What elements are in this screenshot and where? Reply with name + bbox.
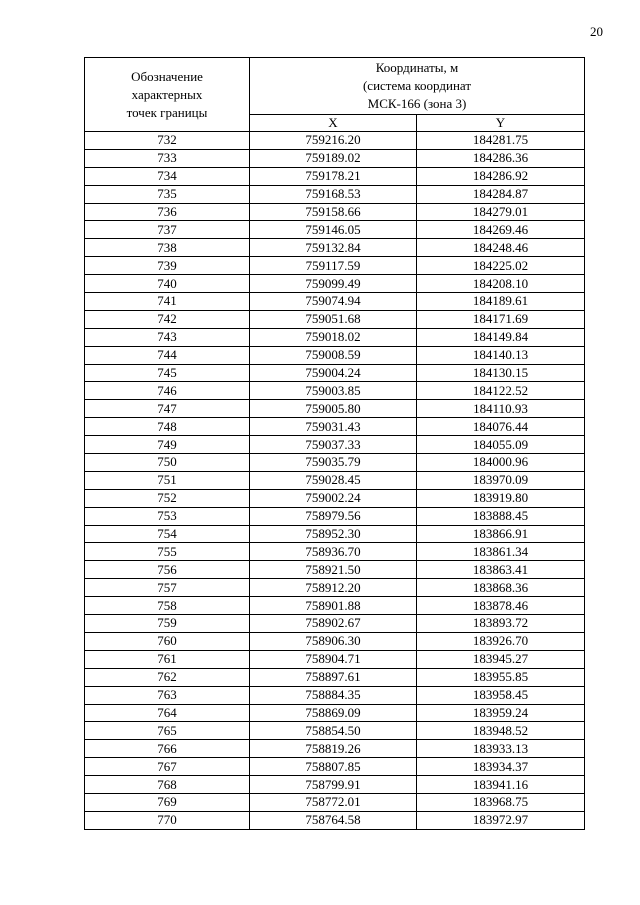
table-row bbox=[85, 310, 585, 328]
x-coordinate-cell: 758869.09 bbox=[250, 704, 417, 722]
y-coordinate-cell: 183919.80 bbox=[417, 489, 585, 507]
table-row bbox=[85, 149, 585, 167]
table-row bbox=[85, 257, 585, 275]
point-number-cell: 737 bbox=[85, 221, 250, 239]
point-number-cell: 752 bbox=[85, 489, 250, 507]
y-coordinate-cell: 183888.45 bbox=[417, 507, 585, 525]
y-coordinate-cell: 183866.91 bbox=[417, 525, 585, 543]
x-coordinate-cell: 758906.30 bbox=[250, 632, 417, 650]
x-coordinate-cell: 759158.66 bbox=[250, 203, 417, 221]
point-number-cell: 741 bbox=[85, 293, 250, 311]
y-coordinate-cell: 184110.93 bbox=[417, 400, 585, 418]
y-coordinate-cell: 183959.24 bbox=[417, 704, 585, 722]
y-coordinate-cell: 183958.45 bbox=[417, 686, 585, 704]
y-coordinate-cell: 184248.46 bbox=[417, 239, 585, 257]
y-coordinate-cell: 183948.52 bbox=[417, 722, 585, 740]
x-coordinate-cell: 759018.02 bbox=[250, 328, 417, 346]
point-number-cell: 742 bbox=[85, 310, 250, 328]
x-coordinate-cell: 759178.21 bbox=[250, 167, 417, 185]
point-number-cell: 749 bbox=[85, 436, 250, 454]
table-row bbox=[85, 686, 585, 704]
x-coordinate-cell: 759051.68 bbox=[250, 310, 417, 328]
point-number-cell: 751 bbox=[85, 471, 250, 489]
y-coordinate-cell: 184171.69 bbox=[417, 310, 585, 328]
point-number-cell: 750 bbox=[85, 454, 250, 472]
x-coordinate-cell: 758912.20 bbox=[250, 579, 417, 597]
point-number-cell: 738 bbox=[85, 239, 250, 257]
table-row bbox=[85, 185, 585, 203]
x-coordinate-cell: 759117.59 bbox=[250, 257, 417, 275]
table-row bbox=[85, 525, 585, 543]
y-coordinate-cell: 184269.46 bbox=[417, 221, 585, 239]
table-row bbox=[85, 203, 585, 221]
point-number-cell: 743 bbox=[85, 328, 250, 346]
x-coordinate-cell: 759037.33 bbox=[250, 436, 417, 454]
y-coordinate-cell: 183955.85 bbox=[417, 668, 585, 686]
y-coordinate-cell: 183878.46 bbox=[417, 597, 585, 615]
table-row bbox=[85, 132, 585, 150]
x-coordinate-cell: 759035.79 bbox=[250, 454, 417, 472]
point-number-cell: 769 bbox=[85, 793, 250, 811]
header-boundary-points bbox=[85, 58, 250, 132]
x-coordinate-cell: 759003.85 bbox=[250, 382, 417, 400]
point-number-cell: 763 bbox=[85, 686, 250, 704]
point-number-cell: 767 bbox=[85, 758, 250, 776]
header-points-line-3: точек границы bbox=[126, 104, 208, 120]
table-row bbox=[85, 275, 585, 293]
table-row bbox=[85, 400, 585, 418]
header-coords-line-1: Координаты, м bbox=[375, 60, 459, 75]
point-number-cell: 740 bbox=[85, 275, 250, 293]
y-coordinate-cell: 183861.34 bbox=[417, 543, 585, 561]
table-row bbox=[85, 740, 585, 758]
point-number-cell: 756 bbox=[85, 561, 250, 579]
point-number-cell: 744 bbox=[85, 346, 250, 364]
x-coordinate-cell: 759028.45 bbox=[250, 471, 417, 489]
x-coordinate-cell: 759008.59 bbox=[250, 346, 417, 364]
point-number-cell: 733 bbox=[85, 149, 250, 167]
y-coordinate-cell: 184284.87 bbox=[417, 185, 585, 203]
table-row bbox=[85, 364, 585, 382]
x-coordinate-cell: 758979.56 bbox=[250, 507, 417, 525]
x-coordinate-cell: 758936.70 bbox=[250, 543, 417, 561]
x-coordinate-cell: 758819.26 bbox=[250, 740, 417, 758]
table-row bbox=[85, 668, 585, 686]
table-row bbox=[85, 489, 585, 507]
x-coordinate-cell: 759146.05 bbox=[250, 221, 417, 239]
y-coordinate-cell: 184208.10 bbox=[417, 275, 585, 293]
x-coordinate-cell: 758921.50 bbox=[250, 561, 417, 579]
table-row bbox=[85, 328, 585, 346]
table-row bbox=[85, 418, 585, 436]
table-row bbox=[85, 704, 585, 722]
y-coordinate-cell: 183893.72 bbox=[417, 615, 585, 633]
table-row bbox=[85, 239, 585, 257]
y-coordinate-cell: 184189.61 bbox=[417, 293, 585, 311]
y-coordinate-cell: 184140.13 bbox=[417, 346, 585, 364]
y-coordinate-cell: 184055.09 bbox=[417, 436, 585, 454]
table-row bbox=[85, 346, 585, 364]
table-row bbox=[85, 811, 585, 829]
point-number-cell: 745 bbox=[85, 364, 250, 382]
x-coordinate-cell: 758897.61 bbox=[250, 668, 417, 686]
point-number-cell: 754 bbox=[85, 525, 250, 543]
table-row bbox=[85, 650, 585, 668]
x-coordinate-cell: 758884.35 bbox=[250, 686, 417, 704]
y-coordinate-cell: 184279.01 bbox=[417, 203, 585, 221]
point-number-cell: 758 bbox=[85, 597, 250, 615]
x-coordinate-cell: 759074.94 bbox=[250, 293, 417, 311]
y-coordinate-cell: 184130.15 bbox=[417, 364, 585, 382]
point-number-cell: 746 bbox=[85, 382, 250, 400]
y-coordinate-cell: 184225.02 bbox=[417, 257, 585, 275]
point-number-cell: 762 bbox=[85, 668, 250, 686]
coordinates-table bbox=[84, 57, 585, 830]
y-coordinate-cell: 184281.75 bbox=[417, 132, 585, 150]
table-row bbox=[85, 758, 585, 776]
x-coordinate-cell: 759004.24 bbox=[250, 364, 417, 382]
y-coordinate-cell: 183972.97 bbox=[417, 811, 585, 829]
x-coordinate-cell: 759005.80 bbox=[250, 400, 417, 418]
x-coordinate-cell: 758901.88 bbox=[250, 597, 417, 615]
x-coordinate-cell: 759099.49 bbox=[250, 275, 417, 293]
table-row bbox=[85, 561, 585, 579]
x-coordinate-cell: 759132.84 bbox=[250, 239, 417, 257]
table-row bbox=[85, 471, 585, 489]
point-number-cell: 747 bbox=[85, 400, 250, 418]
table-body bbox=[85, 132, 585, 830]
y-coordinate-cell: 184122.52 bbox=[417, 382, 585, 400]
y-coordinate-cell: 184076.44 bbox=[417, 418, 585, 436]
header-coordinates bbox=[250, 58, 585, 115]
x-coordinate-cell: 758807.85 bbox=[250, 758, 417, 776]
point-number-cell: 764 bbox=[85, 704, 250, 722]
x-coordinate-cell: 759168.53 bbox=[250, 185, 417, 203]
header-y: Y bbox=[417, 115, 585, 132]
table-row bbox=[85, 615, 585, 633]
point-number-cell: 739 bbox=[85, 257, 250, 275]
table-row bbox=[85, 436, 585, 454]
point-number-cell: 732 bbox=[85, 132, 250, 150]
table-row bbox=[85, 597, 585, 615]
point-number-cell: 760 bbox=[85, 632, 250, 650]
y-coordinate-cell: 183968.75 bbox=[417, 793, 585, 811]
point-number-cell: 768 bbox=[85, 776, 250, 794]
header-points-line-1: Обозначение bbox=[131, 68, 203, 84]
x-coordinate-cell: 759031.43 bbox=[250, 418, 417, 436]
table-row bbox=[85, 293, 585, 311]
point-number-cell: 735 bbox=[85, 185, 250, 203]
point-number-cell: 734 bbox=[85, 167, 250, 185]
point-number-cell: 748 bbox=[85, 418, 250, 436]
x-coordinate-cell: 758902.67 bbox=[250, 615, 417, 633]
page-number: 20 bbox=[590, 24, 603, 39]
y-coordinate-cell: 183863.41 bbox=[417, 561, 585, 579]
point-number-cell: 761 bbox=[85, 650, 250, 668]
y-coordinate-cell: 183933.13 bbox=[417, 740, 585, 758]
point-number-cell: 766 bbox=[85, 740, 250, 758]
y-coordinate-cell: 184286.36 bbox=[417, 149, 585, 167]
x-coordinate-cell: 758799.91 bbox=[250, 776, 417, 794]
table-row bbox=[85, 543, 585, 561]
point-number-cell: 755 bbox=[85, 543, 250, 561]
table-row bbox=[85, 221, 585, 239]
table-row bbox=[85, 507, 585, 525]
x-coordinate-cell: 759216.20 bbox=[250, 132, 417, 150]
table-row bbox=[85, 167, 585, 185]
table-row bbox=[85, 632, 585, 650]
y-coordinate-cell: 184286.92 bbox=[417, 167, 585, 185]
y-coordinate-cell: 183941.16 bbox=[417, 776, 585, 794]
y-coordinate-cell: 183926.70 bbox=[417, 632, 585, 650]
table-row bbox=[85, 776, 585, 794]
y-coordinate-cell: 184000.96 bbox=[417, 454, 585, 472]
table-row bbox=[85, 722, 585, 740]
x-coordinate-cell: 758952.30 bbox=[250, 525, 417, 543]
point-number-cell: 770 bbox=[85, 811, 250, 829]
x-coordinate-cell: 758904.71 bbox=[250, 650, 417, 668]
x-coordinate-cell: 758854.50 bbox=[250, 722, 417, 740]
point-number-cell: 736 bbox=[85, 203, 250, 221]
table-row bbox=[85, 454, 585, 472]
point-number-cell: 753 bbox=[85, 507, 250, 525]
y-coordinate-cell: 184149.84 bbox=[417, 328, 585, 346]
table-row bbox=[85, 793, 585, 811]
header-coords-line-3: МСК-166 (зона 3) bbox=[367, 96, 467, 111]
point-number-cell: 765 bbox=[85, 722, 250, 740]
x-coordinate-cell: 758772.01 bbox=[250, 793, 417, 811]
y-coordinate-cell: 183970.09 bbox=[417, 471, 585, 489]
table-row bbox=[85, 579, 585, 597]
y-coordinate-cell: 183945.27 bbox=[417, 650, 585, 668]
x-coordinate-cell: 758764.58 bbox=[250, 811, 417, 829]
x-coordinate-cell: 759189.02 bbox=[250, 149, 417, 167]
point-number-cell: 757 bbox=[85, 579, 250, 597]
y-coordinate-cell: 183934.37 bbox=[417, 758, 585, 776]
header-x: X bbox=[250, 115, 417, 132]
x-coordinate-cell: 759002.24 bbox=[250, 489, 417, 507]
header-coords-line-2: (система координат bbox=[362, 78, 472, 93]
table-row bbox=[85, 382, 585, 400]
header-points-line-2: характерных bbox=[131, 86, 203, 102]
y-coordinate-cell: 183868.36 bbox=[417, 579, 585, 597]
point-number-cell: 759 bbox=[85, 615, 250, 633]
